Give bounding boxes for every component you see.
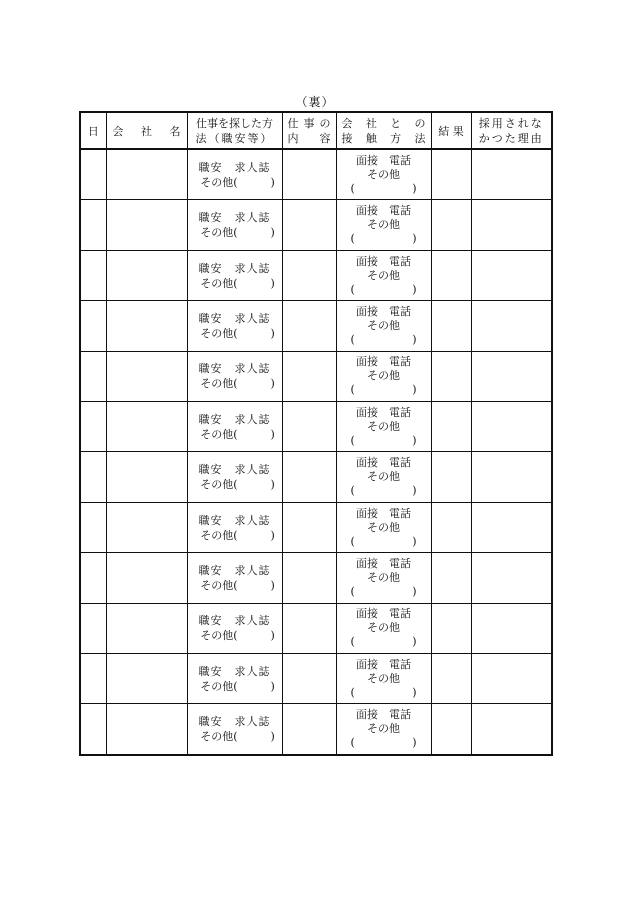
open-paren: ( xyxy=(350,685,355,699)
contact-method-other: その他 xyxy=(367,470,400,484)
job-content-cell[interactable] xyxy=(282,351,336,401)
contact-method-options xyxy=(337,355,431,397)
contact-method-cell[interactable] xyxy=(336,351,431,401)
rejection-reason-cell[interactable] xyxy=(471,351,552,401)
header-job-char: の xyxy=(319,116,331,130)
open-paren: ( xyxy=(350,484,355,498)
contact-method-choices: 面接 電話 xyxy=(356,607,411,621)
close-paren: ) xyxy=(412,635,417,649)
log-body xyxy=(80,149,552,755)
open-paren: ( xyxy=(350,181,355,195)
contact-method-options xyxy=(337,456,431,498)
contact-method-cell[interactable] xyxy=(336,603,431,653)
contact-method-paren xyxy=(337,484,431,498)
contact-method-paren xyxy=(337,182,431,196)
company-name-cell[interactable] xyxy=(106,654,187,704)
search-method-other: その他( ) xyxy=(200,528,275,542)
company-name-cell[interactable] xyxy=(106,149,187,200)
search-method-other: その他( ) xyxy=(200,226,275,240)
search-method-options xyxy=(188,462,282,492)
table-row xyxy=(80,351,552,401)
contact-method-other: その他 xyxy=(367,218,400,232)
contact-method-choices: 面接 電話 xyxy=(356,355,411,369)
job-content-cell[interactable] xyxy=(282,402,336,452)
date-cell[interactable] xyxy=(80,402,106,452)
search-method-choices: 職安 求人誌 xyxy=(198,261,271,275)
rejection-reason-cell[interactable] xyxy=(471,200,552,250)
date-cell[interactable] xyxy=(80,553,106,603)
header-company-label xyxy=(107,123,187,139)
search-method-options xyxy=(188,361,282,391)
contact-method-paren xyxy=(337,686,431,700)
job-content-cell[interactable] xyxy=(282,704,336,755)
rejection-reason-cell[interactable] xyxy=(471,603,552,653)
company-name-cell[interactable] xyxy=(106,200,187,250)
search-method-choices: 職安 求人誌 xyxy=(198,412,271,426)
search-method-choices: 職安 求人誌 xyxy=(198,160,271,174)
contact-method-cell[interactable] xyxy=(336,502,431,552)
contact-method-options xyxy=(337,305,431,347)
rejection-reason-cell[interactable] xyxy=(471,452,552,502)
close-paren: ) xyxy=(412,685,417,699)
table-row xyxy=(80,200,552,250)
date-cell[interactable] xyxy=(80,301,106,351)
table-row xyxy=(80,402,552,452)
header-job-label xyxy=(283,116,336,146)
search-method-options xyxy=(188,311,282,341)
search-method-cell[interactable] xyxy=(187,502,282,552)
table-row xyxy=(80,654,552,704)
search-method-choices: 職安 求人誌 xyxy=(198,563,271,577)
search-method-cell[interactable] xyxy=(187,704,282,755)
header-method xyxy=(187,112,282,149)
search-method-other: その他( ) xyxy=(200,730,275,744)
search-method-other: その他( ) xyxy=(200,326,275,340)
header-row xyxy=(80,112,552,149)
contact-method-choices: 面接 電話 xyxy=(356,556,411,570)
header-contact-char: 接 xyxy=(341,131,353,145)
job-content-cell[interactable] xyxy=(282,603,336,653)
result-cell[interactable] xyxy=(431,452,471,502)
contact-method-other: その他 xyxy=(367,268,400,282)
result-cell[interactable] xyxy=(431,603,471,653)
contact-method-cell[interactable] xyxy=(336,149,431,200)
header-contact-line xyxy=(337,131,431,146)
search-method-options xyxy=(188,714,282,744)
result-cell[interactable] xyxy=(431,200,471,250)
header-date-label: 日 xyxy=(87,124,99,138)
header-job-char: 内 xyxy=(287,131,299,145)
result-cell[interactable] xyxy=(431,704,471,755)
header-job-line xyxy=(283,116,336,131)
contact-method-other: その他 xyxy=(367,570,400,584)
search-method-other: その他( ) xyxy=(200,175,275,189)
search-method-cell[interactable] xyxy=(187,603,282,653)
contact-method-choices: 面接 電話 xyxy=(356,254,411,268)
contact-method-paren xyxy=(337,434,431,448)
search-method-options xyxy=(188,210,282,240)
close-paren: ) xyxy=(412,484,417,498)
contact-method-options xyxy=(337,204,431,246)
search-method-choices: 職安 求人誌 xyxy=(198,715,271,729)
contact-method-cell[interactable] xyxy=(336,301,431,351)
open-paren: ( xyxy=(350,433,355,447)
open-paren: ( xyxy=(350,635,355,649)
search-method-other: その他( ) xyxy=(200,578,275,592)
search-method-other: その他( ) xyxy=(200,377,275,391)
search-method-choices: 職安 求人誌 xyxy=(198,463,271,477)
result-cell[interactable] xyxy=(431,654,471,704)
date-cell[interactable] xyxy=(80,603,106,653)
search-method-other: その他( ) xyxy=(200,629,275,643)
open-paren: ( xyxy=(350,383,355,397)
company-name-cell[interactable] xyxy=(106,452,187,502)
search-method-options xyxy=(188,261,282,291)
rejection-reason-cell[interactable] xyxy=(471,502,552,552)
job-content-cell[interactable] xyxy=(282,301,336,351)
search-method-options xyxy=(188,664,282,694)
search-method-cell[interactable] xyxy=(187,301,282,351)
rejection-reason-cell[interactable] xyxy=(471,553,552,603)
contact-method-cell[interactable] xyxy=(336,452,431,502)
header-reason-line: かつた理由 xyxy=(478,131,544,145)
contact-method-paren xyxy=(337,635,431,649)
header-reason xyxy=(471,112,552,149)
table-row xyxy=(80,149,552,200)
header-job-char: 容 xyxy=(319,131,331,145)
close-paren: ) xyxy=(412,534,417,548)
close-paren: ) xyxy=(412,232,417,246)
result-cell[interactable] xyxy=(431,402,471,452)
search-method-choices: 職安 求人誌 xyxy=(198,362,271,376)
close-paren: ) xyxy=(412,584,417,598)
contact-method-cell[interactable] xyxy=(336,704,431,755)
contact-method-cell[interactable] xyxy=(336,553,431,603)
contact-method-options xyxy=(337,255,431,297)
contact-method-choices: 面接 電話 xyxy=(356,506,411,520)
result-cell[interactable] xyxy=(431,502,471,552)
contact-method-choices: 面接 電話 xyxy=(356,153,411,167)
contact-method-choices: 面接 電話 xyxy=(356,304,411,318)
header-company-char: 会 xyxy=(112,124,124,138)
date-cell[interactable] xyxy=(80,502,106,552)
search-method-cell[interactable] xyxy=(187,654,282,704)
close-paren: ) xyxy=(412,332,417,346)
contact-method-options xyxy=(337,154,431,196)
table-row xyxy=(80,502,552,552)
table-row xyxy=(80,301,552,351)
contact-method-cell[interactable] xyxy=(336,250,431,300)
rejection-reason-cell[interactable] xyxy=(471,250,552,300)
contact-method-other: その他 xyxy=(367,671,400,685)
contact-method-paren xyxy=(337,283,431,297)
job-content-cell[interactable] xyxy=(282,553,336,603)
header-company-char: 社 xyxy=(141,124,152,138)
header-company-char: 名 xyxy=(169,124,181,138)
header-method-line: 法（職安等） xyxy=(195,131,274,145)
contact-method-paren xyxy=(337,232,431,246)
search-method-choices: 職安 求人誌 xyxy=(198,664,271,678)
contact-method-other: その他 xyxy=(367,520,400,534)
contact-method-options xyxy=(337,507,431,549)
contact-method-options xyxy=(337,658,431,700)
header-reason-line: 採用されな xyxy=(478,116,544,130)
search-method-options xyxy=(188,513,282,543)
job-content-cell[interactable] xyxy=(282,654,336,704)
contact-method-options xyxy=(337,406,431,448)
search-method-cell[interactable] xyxy=(187,351,282,401)
search-method-cell[interactable] xyxy=(187,553,282,603)
result-cell[interactable] xyxy=(431,351,471,401)
search-method-choices: 職安 求人誌 xyxy=(198,614,271,628)
contact-method-paren xyxy=(337,736,431,750)
job-content-cell[interactable] xyxy=(282,250,336,300)
company-name-cell[interactable] xyxy=(106,704,187,755)
date-cell[interactable] xyxy=(80,351,106,401)
header-job-char: 仕 xyxy=(287,116,299,130)
close-paren: ) xyxy=(412,433,417,447)
contact-method-choices: 面接 電話 xyxy=(356,657,411,671)
result-cell[interactable] xyxy=(431,149,471,200)
contact-method-other: その他 xyxy=(367,167,400,181)
rejection-reason-cell[interactable] xyxy=(471,402,552,452)
table-row xyxy=(80,250,552,300)
contact-method-paren xyxy=(337,383,431,397)
date-cell[interactable] xyxy=(80,149,106,200)
search-method-other: その他( ) xyxy=(200,427,275,441)
search-method-options xyxy=(188,412,282,442)
contact-method-paren xyxy=(337,333,431,347)
contact-method-options xyxy=(337,708,431,750)
job-content-cell[interactable] xyxy=(282,452,336,502)
search-method-choices: 職安 求人誌 xyxy=(198,211,271,225)
header-contact-char: の xyxy=(414,116,426,130)
result-cell[interactable] xyxy=(431,301,471,351)
search-method-other: その他( ) xyxy=(200,478,275,492)
header-contact-char: 触 xyxy=(365,131,377,145)
result-cell[interactable] xyxy=(431,250,471,300)
table-row xyxy=(80,704,552,755)
search-method-choices: 職安 求人誌 xyxy=(198,513,271,527)
search-method-options xyxy=(188,563,282,593)
contact-method-other: その他 xyxy=(367,318,400,332)
contact-method-other: その他 xyxy=(367,722,400,736)
open-paren: ( xyxy=(350,282,355,296)
date-cell[interactable] xyxy=(80,704,106,755)
close-paren: ) xyxy=(412,736,417,750)
open-paren: ( xyxy=(350,332,355,346)
company-name-cell[interactable] xyxy=(106,351,187,401)
date-cell[interactable] xyxy=(80,250,106,300)
open-paren: ( xyxy=(350,736,355,750)
contact-method-choices: 面接 電話 xyxy=(356,405,411,419)
company-name-cell[interactable] xyxy=(106,301,187,351)
contact-method-choices: 面接 電話 xyxy=(356,708,411,722)
date-cell[interactable] xyxy=(80,654,106,704)
table-row xyxy=(80,603,552,653)
job-content-cell[interactable] xyxy=(282,200,336,250)
header-contact-char: と xyxy=(390,116,402,130)
close-paren: ) xyxy=(412,282,417,296)
rejection-reason-cell[interactable] xyxy=(471,301,552,351)
header-contact-char: 方 xyxy=(390,131,402,145)
header-job xyxy=(282,112,336,149)
header-contact-char: 会 xyxy=(341,116,353,130)
rejection-reason-cell[interactable] xyxy=(471,654,552,704)
contact-method-cell[interactable] xyxy=(336,402,431,452)
rejection-reason-cell[interactable] xyxy=(471,704,552,755)
header-contact-char: 法 xyxy=(414,131,426,145)
header-contact-char: 社 xyxy=(365,116,377,130)
contact-method-cell[interactable] xyxy=(336,654,431,704)
close-paren: ) xyxy=(412,383,417,397)
table-row xyxy=(80,553,552,603)
rejection-reason-cell[interactable] xyxy=(471,149,552,200)
result-cell[interactable] xyxy=(431,553,471,603)
contact-method-choices: 面接 電話 xyxy=(356,204,411,218)
search-method-choices: 職安 求人誌 xyxy=(198,311,271,325)
contact-method-other: その他 xyxy=(367,419,400,433)
header-job-line xyxy=(283,131,336,146)
contact-method-other: その他 xyxy=(367,369,400,383)
header-contact-label xyxy=(337,116,431,146)
contact-method-options xyxy=(337,557,431,599)
job-content-cell[interactable] xyxy=(282,149,336,200)
job-search-log-table xyxy=(79,111,553,756)
search-method-other: その他( ) xyxy=(200,276,275,290)
search-method-options xyxy=(188,613,282,643)
contact-method-cell[interactable] xyxy=(336,200,431,250)
contact-method-options xyxy=(337,607,431,649)
header-method-line: 仕事を探した方 xyxy=(196,116,273,130)
search-method-cell[interactable] xyxy=(187,452,282,502)
search-method-options xyxy=(188,160,282,190)
search-method-cell[interactable] xyxy=(187,149,282,200)
date-cell[interactable] xyxy=(80,452,106,502)
company-name-cell[interactable] xyxy=(106,553,187,603)
header-result xyxy=(431,112,471,149)
job-content-cell[interactable] xyxy=(282,502,336,552)
company-name-cell[interactable] xyxy=(106,250,187,300)
header-reason-label xyxy=(472,116,552,146)
search-method-cell[interactable] xyxy=(187,200,282,250)
open-paren: ( xyxy=(350,232,355,246)
search-method-cell[interactable] xyxy=(187,250,282,300)
page-title: （裏） xyxy=(295,95,335,109)
table-row xyxy=(80,452,552,502)
open-paren: ( xyxy=(350,584,355,598)
header-result-label: 結 果 xyxy=(438,124,464,138)
contact-method-choices: 面接 電話 xyxy=(356,456,411,470)
header-job-char: 事 xyxy=(303,116,315,130)
open-paren: ( xyxy=(350,534,355,548)
header-company xyxy=(106,112,187,149)
company-name-cell[interactable] xyxy=(106,402,187,452)
search-method-cell[interactable] xyxy=(187,402,282,452)
company-name-cell[interactable] xyxy=(106,502,187,552)
close-paren: ) xyxy=(412,181,417,195)
contact-method-other: その他 xyxy=(367,621,400,635)
contact-method-paren xyxy=(337,535,431,549)
date-cell[interactable] xyxy=(80,200,106,250)
contact-method-paren xyxy=(337,585,431,599)
header-contact-line xyxy=(337,116,431,131)
header-date xyxy=(80,112,106,149)
company-name-cell[interactable] xyxy=(106,603,187,653)
header-method-label xyxy=(188,116,282,146)
header-contact xyxy=(336,112,431,149)
search-method-other: その他( ) xyxy=(200,679,275,693)
